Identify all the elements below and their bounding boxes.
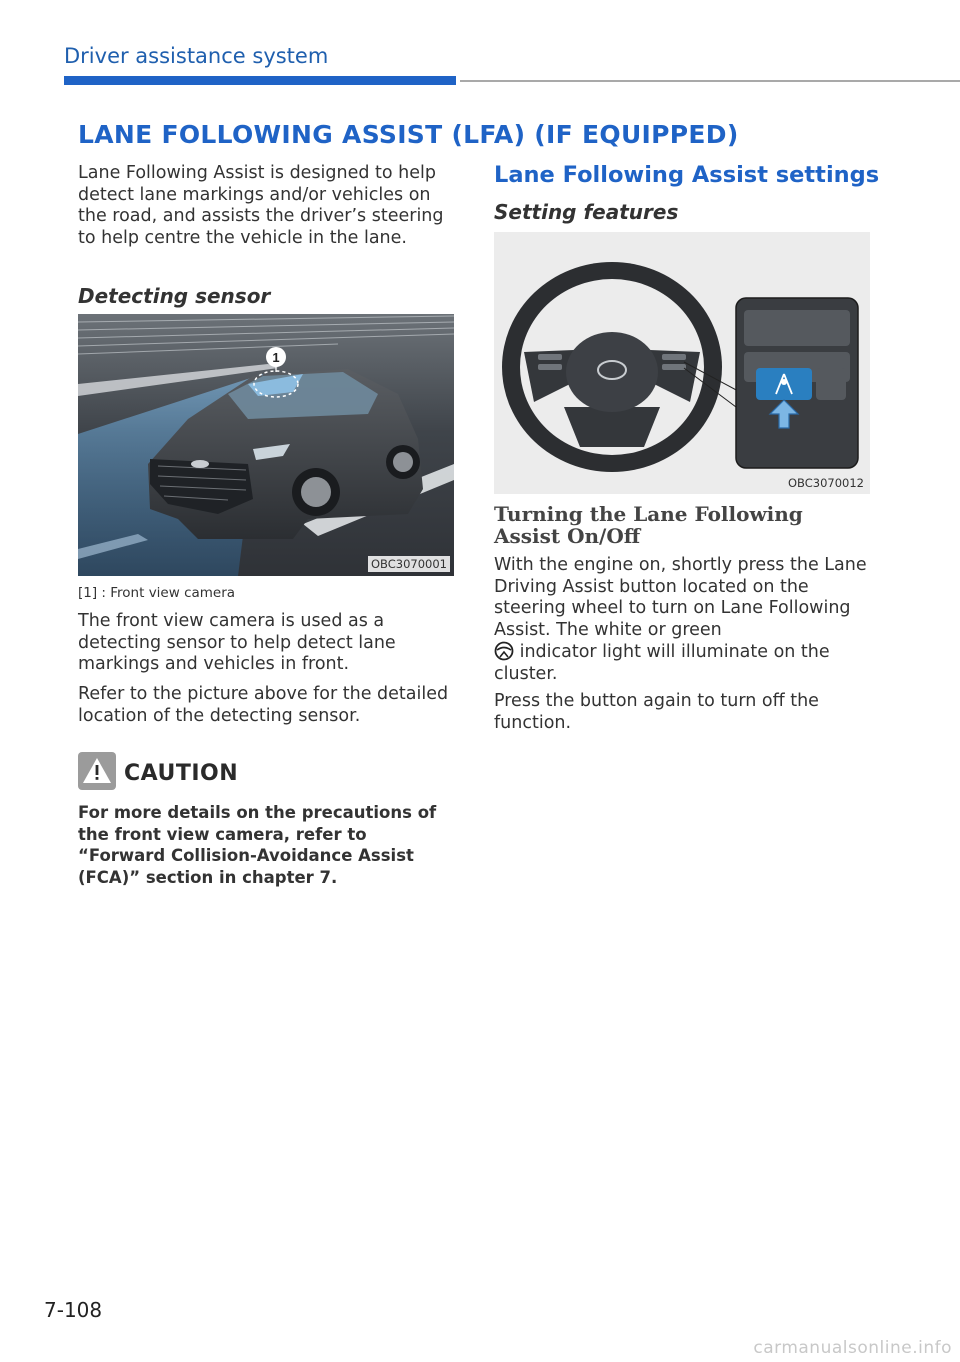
setting-features-heading: Setting features [494, 200, 679, 224]
press-paragraph: Press the button again to turn off the function. [494, 691, 819, 733]
caution-icon [78, 752, 116, 790]
camera-paragraph: The front view camera is used as a detecting sensor to help detect lane markings and vehicles in front. [78, 611, 396, 674]
car-illustration-svg [78, 314, 454, 576]
header-rule [460, 80, 960, 82]
settings-heading: Lane Following Assist settings [494, 162, 880, 188]
steering-wheel-illustration [494, 232, 870, 494]
section-title: LANE FOLLOWING ASSIST (LFA) (IF EQUIPPED) [78, 120, 739, 149]
detecting-sensor-heading: Detecting sensor [78, 284, 271, 308]
header-rule-accent [64, 76, 456, 85]
callout-caption: [1] : Front view camera [78, 585, 236, 601]
caution-title: CAUTION [124, 761, 239, 786]
figure-code: OBC3070012 [788, 476, 864, 490]
refer-paragraph: Refer to the picture above for the detailed location of the detecting sensor. [78, 684, 449, 726]
turning-text-part2: indicator light will illuminate on the cluster. [494, 642, 830, 684]
car-camera-illustration [78, 314, 454, 576]
page-number: 7-108 [44, 1298, 103, 1322]
callout-number: 1 [272, 350, 280, 365]
lane-following-indicator-icon [494, 641, 514, 661]
caution-text: For more details on the precautions of the front view camera, refer to “Forward Collision-Avoidance Assist (FCA)” section in chapter 7. [78, 803, 437, 887]
turning-heading: Turning the Lane Following Assist On/Off [494, 502, 803, 548]
running-header: Driver assistance system [64, 44, 329, 68]
watermark: carmanualsonline.info [753, 1338, 952, 1358]
figure-code: OBC3070001 [368, 556, 450, 572]
intro-paragraph: Lane Following Assist is designed to help detect lane markings and/or vehicles on the road, and assists the driver’s steering to help centre the vehicle in the lane. [78, 163, 444, 248]
steering-wheel-svg [494, 232, 870, 494]
turning-paragraph [494, 555, 872, 685]
turning-text-part1: With the engine on, shortly press the Lane Driving Assist button located on the steering wheel to turn on Lane Following Assist. The white or green [494, 555, 867, 640]
